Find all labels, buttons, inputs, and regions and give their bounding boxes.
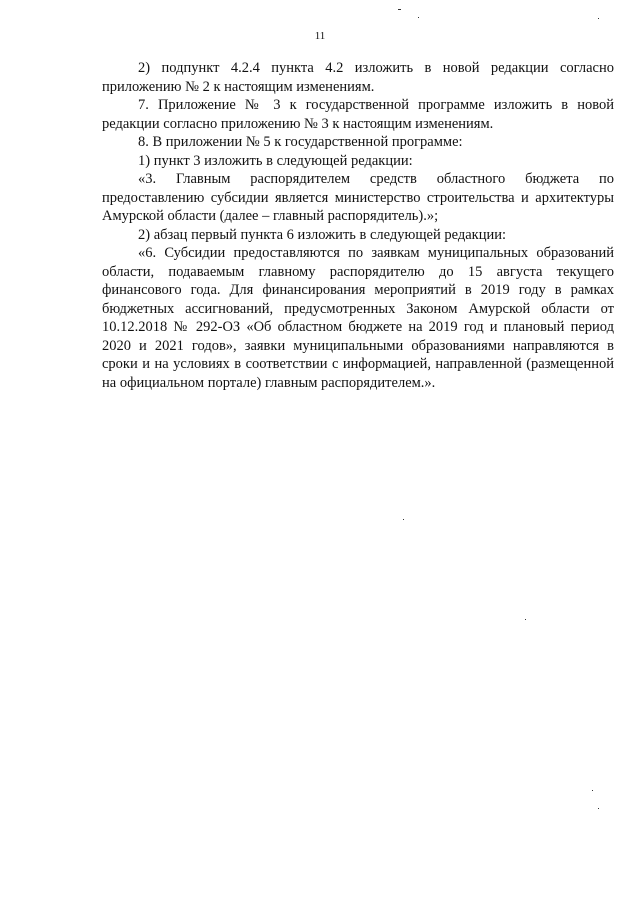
paragraph-point-6-intro: 2) абзац первый пункта 6 изложить в следующей редакции: xyxy=(138,226,507,243)
page-number: 11 xyxy=(314,30,326,42)
scan-speck xyxy=(598,18,599,19)
scan-speck xyxy=(525,619,526,620)
scan-speck xyxy=(598,808,599,809)
paragraph-point-3-intro: 1) пункт 3 изложить в следующей редакции: xyxy=(138,152,413,169)
scan-speck xyxy=(592,790,593,791)
document-body xyxy=(102,59,614,392)
paragraph-subpoint-4-2-4: 2) подпункт 4.2.4 пункта 4.2 изложить в новой редакции согласно приложению № 2 к настоящим изменениям. xyxy=(102,60,614,95)
scan-speck xyxy=(418,17,419,18)
paragraph-point-3-text: «3. Главным распорядителем средств областного бюджета по предоставлению субсидии является министерство строительства и архитектуры Амурской области (далее – главный распорядитель).»; xyxy=(102,171,614,224)
scan-speck xyxy=(403,519,404,520)
paragraph-appendix-5: 8. В приложении № 5 к государственной программе: xyxy=(138,134,463,150)
paragraph-appendix-3: 7. Приложение № 3 к государственной программе изложить в новой редакции согласно приложению № 3 к настоящим изменениям. xyxy=(102,97,614,132)
paragraph-point-6-text: «6. Субсидии предоставляются по заявкам муниципальных образований области, подаваемым главному распорядителю до 15 августа текущего финансового года. Для финансирования мероприятий в 2019 году в рамках бюджетных ассигнований, предусмотренных Законом Амурской области от 10.12.2018 № 292-ОЗ «Об областном бюджете на 2019 год и плановый период 2020 и 2021 годов», заявки муниципальными образованиями направляются в сроки и на условиях в соответствии с информацией, направленной (размещенной на официальном портале) главным распорядителем.». xyxy=(102,245,614,391)
scan-speck xyxy=(398,9,401,10)
